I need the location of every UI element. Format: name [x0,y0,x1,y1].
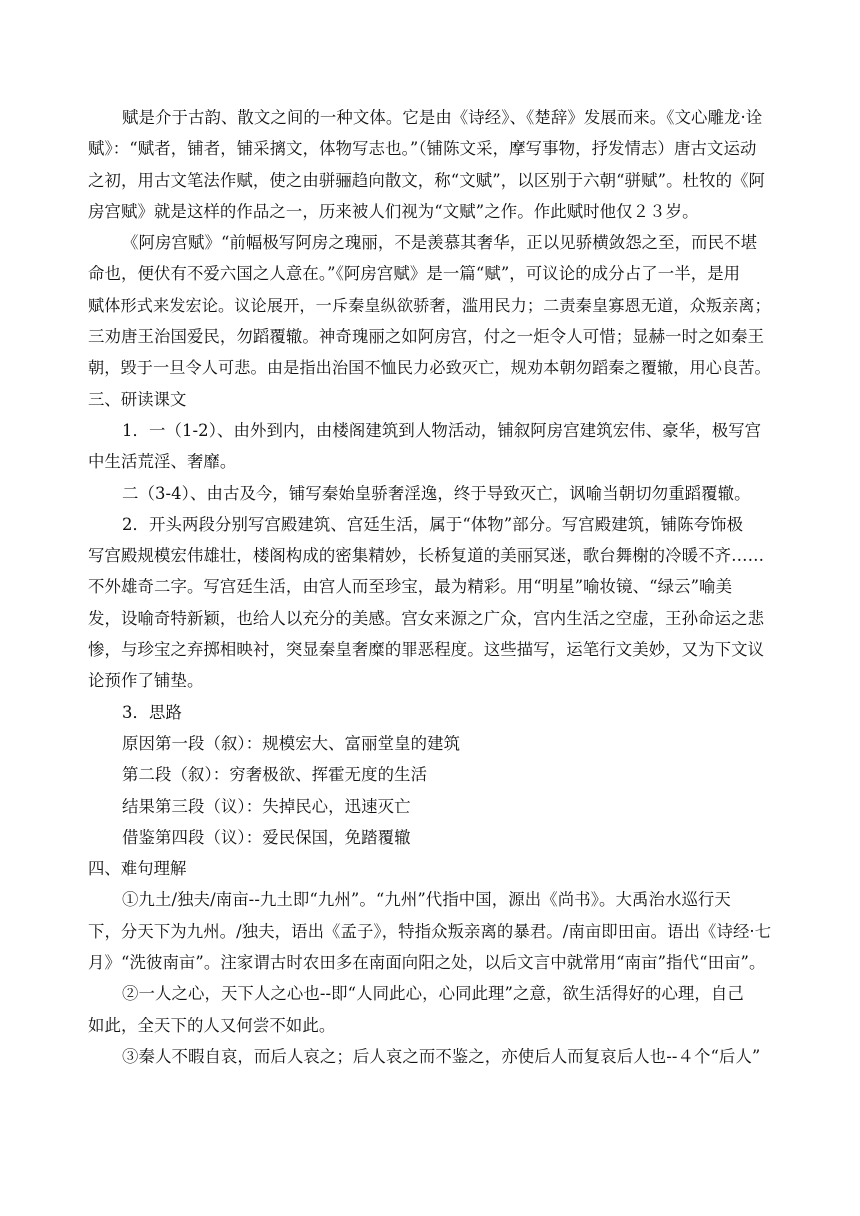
text-line: ①九土/独夫/南亩--九土即“九州”。“九州”代指中国，源出《尚书》。大禹治水巡行天 [122,890,731,910]
text-line: 如此，全天下的人又何尝不如此。 [88,1015,336,1035]
paragraph [88,791,771,822]
document-body [88,102,771,1072]
text-line: 房宫赋》就是这样的作品之一，历来被人们视为“文赋”之作。作此赋时他仅２３岁。 [88,201,699,221]
section-heading: 四、难句理解 [88,859,187,879]
paragraph [88,509,771,697]
text-line: ③秦人不暇自哀，而后人哀之；后人哀之而不鉴之，亦使后人而复哀后人也--４个“后人” [122,1046,761,1066]
text-line: 赋体形式来发宏论。议论展开，一斥秦皇纵欲骄奢，滥用民力；二责秦皇寡恩无道，众叛亲离； [88,295,771,315]
paragraph [88,102,771,227]
text-line: 赋》：“赋者，铺者，铺采摛文，体物写志也。”（铺陈文采，摩写事物，抒发情志）唐古文运动 [88,139,757,159]
paragraph [88,884,771,978]
paragraph [88,728,771,759]
text-line: 三劝唐王治国爱民，勿蹈覆辙。神奇瑰丽之如阿房宫，付之一炬令人可惜；显赫一时之如秦王 [88,327,765,347]
document-page [88,102,771,1072]
text-line: 第二段（叙）：穷奢极欲、挥霍无度的生活 [122,765,428,785]
text-line: 月》“洗彼南亩”。注家谓古时农田多在南面向阳之处，以后文言中就常用“南亩”指代“田亩”。 [88,953,766,973]
paragraph [88,759,771,790]
text-line: 论预作了铺垫。 [88,671,204,691]
paragraph [88,697,771,728]
text-line: 写宫殿规模宏伟雄壮，楼阁构成的密集精妙，长桥复道的美丽冥迷，歌台舞榭的冷暖不齐…… [88,546,765,566]
text-line: 3．思路 [122,702,182,722]
text-line: ②一人之心，天下人之心也--即“人同此心，心同此理”之意，欲生活得好的心理，自己 [122,984,744,1004]
text-line: 原因第一段（叙）：规模宏大、富丽堂皇的建筑 [122,733,461,753]
text-line: 《阿房宫赋》“前幅极写阿房之瑰丽，不是羡慕其奢华，正以见骄横敛怨之至，而民不堪 [122,233,758,253]
text-line: 惨，与珍宝之弃掷相映衬，突显秦皇奢糜的罪恶程度。这些描写，运笔行文美妙，又为下文议 [88,640,765,660]
text-line: 二（3-4）、由古及今，铺写秦始皇骄奢淫逸，终于导致灭亡，讽喻当朝切勿重蹈覆辙。 [122,483,751,503]
paragraph [88,227,771,383]
paragraph [88,415,771,478]
paragraph [88,1041,771,1072]
text-line: 结果第三段（议）：失掉民心，迅速灭亡 [122,796,411,816]
paragraph [88,478,771,509]
text-line: 不外雄奇二字。写宫廷生活，由宫人而至珍宝，最为精彩。用“明星”喻妆镜、“绿云”喻美 [88,577,733,597]
paragraph [88,822,771,853]
text-line: 借鉴第四段（议）：爱民保国，免踏覆辙 [122,827,411,847]
text-line: 发，设喻奇特新颖，也给人以充分的美感。宫女来源之广众，宫内生活之空虚，王孙命运之悲 [88,608,765,628]
text-line: 朝，毁于一旦令人可悲。由是指出治国不恤民力必致灭亡，规劝本朝勿蹈秦之覆辙，用心良苦。 [88,358,771,378]
text-line: 赋是介于古韵、散文之间的一种文体。它是由《诗经》、《楚辞》发展而来。《文心雕龙·诠 [122,108,763,127]
text-line: 之初，用古文笔法作赋，使之由骈骊趋向散文，称“文赋”，以区别于六朝“骈赋”。杜牧的《阿 [88,170,766,190]
text-line: 中生活荒淫、奢靡。 [88,452,237,472]
text-line: 命也，便伏有不爱六国之人意在。”《阿房宫赋》是一篇“赋”，可议论的成分占了一半，是用 [88,264,741,284]
text-line: 1．一（1-2）、由外到内，由楼阁建筑到人物活动，铺叙阿房宫建筑宏伟、豪华，极写宫 [122,420,762,440]
section-heading: 三、研读课文 [88,389,187,409]
text-line: 下，分天下为九州。/独夫，语出《孟子》，特指众叛亲离的暴君。/南亩即田亩。语出《诗经·七 [88,921,772,941]
text-line: 2．开头两段分别写宫殿建筑、宫廷生活，属于“体物”部分。写宫殿建筑，铺陈夸饰极 [122,514,744,534]
paragraph [88,978,771,1041]
